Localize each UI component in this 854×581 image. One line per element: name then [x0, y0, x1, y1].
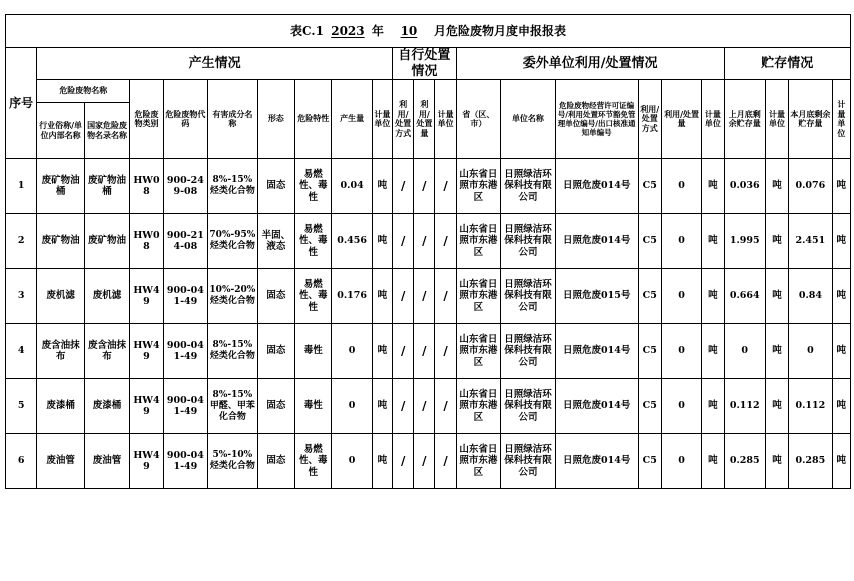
header-amount: 利用/处置量 — [661, 80, 701, 159]
waste-form: 固态 — [257, 324, 294, 379]
province: 山东省日照市东港区 — [456, 379, 500, 434]
self-unit: / — [435, 324, 456, 379]
report-sheet — [5, 14, 851, 489]
this-month-stock: 0.076 — [789, 159, 832, 214]
disposal-amount: 0 — [661, 269, 701, 324]
monthly-report-table — [5, 14, 851, 489]
self-method: / — [393, 214, 414, 269]
self-unit: / — [435, 379, 456, 434]
header-harmful: 有害成分名称 — [208, 80, 258, 159]
self-unit: / — [435, 214, 456, 269]
unit: 吨 — [372, 159, 392, 214]
disposal-method: C5 — [638, 379, 661, 434]
permit-number: 日照危废014号 — [555, 379, 638, 434]
table-row — [6, 379, 851, 434]
self-method: / — [393, 269, 414, 324]
unit: 吨 — [372, 379, 392, 434]
harmful-components: 5%-10%烃类化合物 — [208, 434, 258, 489]
unit: 吨 — [832, 159, 850, 214]
permit-number: 日照危废014号 — [555, 159, 638, 214]
header-form: 形态 — [257, 80, 294, 159]
self-amount: / — [414, 159, 435, 214]
unit: 吨 — [765, 324, 788, 379]
header-this-stock: 本月底剩余贮存量 — [789, 80, 832, 159]
company-name: 日照绿洁环保科技有限公司 — [501, 379, 556, 434]
self-method: / — [393, 379, 414, 434]
province: 山东省日照市东港区 — [456, 214, 500, 269]
unit: 吨 — [832, 269, 850, 324]
this-month-stock: 2.451 — [789, 214, 832, 269]
row-index: 2 — [6, 214, 37, 269]
unit: 吨 — [765, 214, 788, 269]
waste-form: 固态 — [257, 269, 294, 324]
waste-form: 固态 — [257, 379, 294, 434]
company-name: 日照绿洁环保科技有限公司 — [501, 434, 556, 489]
unit: 吨 — [832, 214, 850, 269]
header-waste-name: 危险废物名称 — [37, 80, 130, 103]
self-amount: / — [414, 324, 435, 379]
header-province: 省（区、市） — [456, 80, 500, 159]
unit: 吨 — [372, 324, 392, 379]
company-name: 日照绿洁环保科技有限公司 — [501, 214, 556, 269]
header-unit-1: 计量单位 — [372, 80, 392, 159]
this-month-stock: 0.112 — [789, 379, 832, 434]
header-unit-3: 计量单位 — [702, 80, 724, 159]
waste-code: 900-041-49 — [163, 379, 207, 434]
unit: 吨 — [702, 269, 724, 324]
self-amount: / — [414, 214, 435, 269]
hazard-property: 毒性 — [295, 324, 332, 379]
row-index: 3 — [6, 269, 37, 324]
unit: 吨 — [765, 269, 788, 324]
waste-form: 固态 — [257, 434, 294, 489]
permit-number: 日照危废014号 — [555, 214, 638, 269]
disposal-amount: 0 — [661, 379, 701, 434]
self-unit: / — [435, 434, 456, 489]
table-row — [6, 324, 851, 379]
waste-form: 半固、液态 — [257, 214, 294, 269]
disposal-method: C5 — [638, 159, 661, 214]
header-method: 利用/处置方式 — [638, 80, 661, 159]
hazard-property: 易燃性、毒性 — [295, 159, 332, 214]
header-self-method: 利用/处置方式 — [393, 80, 414, 159]
table-row — [6, 269, 851, 324]
unit: 吨 — [832, 434, 850, 489]
waste-category: HW49 — [130, 269, 163, 324]
province: 山东省日照市东港区 — [456, 269, 500, 324]
report-title — [6, 15, 851, 48]
title-year-suffix: 年 — [371, 23, 384, 38]
this-month-stock: 0.285 — [789, 434, 832, 489]
harmful-components: 8%-15%烃类化合物 — [208, 159, 258, 214]
harmful-components: 8%-15%甲醛、甲苯化合物 — [208, 379, 258, 434]
province: 山东省日照市东港区 — [456, 324, 500, 379]
unit: 吨 — [832, 379, 850, 434]
produced-amount: 0.456 — [332, 214, 372, 269]
industry-name: 废油管 — [37, 434, 85, 489]
disposal-amount: 0 — [661, 214, 701, 269]
last-month-stock: 0.036 — [724, 159, 765, 214]
disposal-method: C5 — [638, 214, 661, 269]
hazard-property: 易燃性、毒性 — [295, 214, 332, 269]
header-self-disposal: 自行处置情况 — [393, 48, 457, 80]
header-hazard: 危险特性 — [295, 80, 332, 159]
waste-code: 900-249-08 — [163, 159, 207, 214]
unit: 吨 — [702, 159, 724, 214]
industry-name: 废矿物油桶 — [37, 159, 85, 214]
last-month-stock: 0.285 — [724, 434, 765, 489]
last-month-stock: 0 — [724, 324, 765, 379]
produced-amount: 0 — [332, 324, 372, 379]
header-unit-4: 计量单位 — [765, 80, 788, 159]
waste-code: 900-214-08 — [163, 214, 207, 269]
disposal-amount: 0 — [661, 159, 701, 214]
waste-category: HW49 — [130, 434, 163, 489]
produced-amount: 0 — [332, 434, 372, 489]
industry-name: 废含油抹布 — [37, 324, 85, 379]
industry-name: 废漆桶 — [37, 379, 85, 434]
this-month-stock: 0 — [789, 324, 832, 379]
title-prefix: 表C.1 — [290, 23, 324, 38]
waste-category: HW08 — [130, 159, 163, 214]
table-row — [6, 214, 851, 269]
header-last-stock: 上月底剩余贮存量 — [724, 80, 765, 159]
permit-number: 日照危废015号 — [555, 269, 638, 324]
table-row — [6, 434, 851, 489]
unit: 吨 — [702, 214, 724, 269]
waste-code: 900-041-49 — [163, 269, 207, 324]
province: 山东省日照市东港区 — [456, 159, 500, 214]
unit: 吨 — [702, 324, 724, 379]
harmful-components: 10%-20%烃类化合物 — [208, 269, 258, 324]
province: 山东省日照市东港区 — [456, 434, 500, 489]
produced-amount: 0.176 — [332, 269, 372, 324]
unit: 吨 — [765, 434, 788, 489]
self-unit: / — [435, 269, 456, 324]
produced-amount: 0 — [332, 379, 372, 434]
last-month-stock: 0.112 — [724, 379, 765, 434]
unit: 吨 — [765, 159, 788, 214]
self-method: / — [393, 159, 414, 214]
header-produced: 产生量 — [332, 80, 372, 159]
unit: 吨 — [372, 434, 392, 489]
header-storage: 贮存情况 — [724, 48, 851, 80]
row-index: 6 — [6, 434, 37, 489]
header-permit: 危险废物经营许可证编号/利用处置环节豁免管理单位编号/出口核准通知单编号 — [555, 80, 638, 159]
row-index: 4 — [6, 324, 37, 379]
national-name: 废油管 — [84, 434, 129, 489]
title-month: 10 — [400, 23, 418, 38]
last-month-stock: 0.664 — [724, 269, 765, 324]
waste-form: 固态 — [257, 159, 294, 214]
waste-category: HW08 — [130, 214, 163, 269]
national-name: 废机滤 — [84, 269, 129, 324]
disposal-method: C5 — [638, 324, 661, 379]
header-production: 产生情况 — [37, 48, 393, 80]
unit: 吨 — [702, 379, 724, 434]
disposal-amount: 0 — [661, 434, 701, 489]
permit-number: 日照危废014号 — [555, 434, 638, 489]
produced-amount: 0.04 — [332, 159, 372, 214]
self-method: / — [393, 434, 414, 489]
header-self-amount: 利用/处置量 — [414, 80, 435, 159]
national-name: 废矿物油 — [84, 214, 129, 269]
national-name: 废漆桶 — [84, 379, 129, 434]
disposal-amount: 0 — [661, 324, 701, 379]
header-company: 单位名称 — [501, 80, 556, 159]
hazard-property: 易燃性、毒性 — [295, 269, 332, 324]
harmful-components: 8%-15%烃类化合物 — [208, 324, 258, 379]
waste-category: HW49 — [130, 324, 163, 379]
header-unit-2: 计量单位 — [435, 80, 456, 159]
self-amount: / — [414, 379, 435, 434]
self-amount: / — [414, 434, 435, 489]
unit: 吨 — [765, 379, 788, 434]
table-row — [6, 159, 851, 214]
unit: 吨 — [372, 214, 392, 269]
industry-name: 废矿物油 — [37, 214, 85, 269]
hazard-property: 易燃性、毒性 — [295, 434, 332, 489]
header-code: 危险废物代码 — [163, 80, 207, 159]
header-national-name: 国家危险废物名录名称 — [84, 103, 129, 159]
industry-name: 废机滤 — [37, 269, 85, 324]
header-industry-name: 行业俗称/单位内部名称 — [37, 103, 85, 159]
header-category: 危险废物类别 — [130, 80, 163, 159]
waste-code: 900-041-49 — [163, 324, 207, 379]
title-suffix: 月危险废物月度申报报表 — [433, 23, 566, 38]
disposal-method: C5 — [638, 269, 661, 324]
unit: 吨 — [372, 269, 392, 324]
row-index: 1 — [6, 159, 37, 214]
permit-number: 日照危废014号 — [555, 324, 638, 379]
national-name: 废含油抹布 — [84, 324, 129, 379]
self-amount: / — [414, 269, 435, 324]
hazard-property: 毒性 — [295, 379, 332, 434]
unit: 吨 — [832, 324, 850, 379]
unit: 吨 — [702, 434, 724, 489]
harmful-components: 70%-95%烃类化合物 — [208, 214, 258, 269]
national-name: 废矿物油桶 — [84, 159, 129, 214]
header-entrusted: 委外单位利用/处置情况 — [456, 48, 724, 80]
header-index: 序号 — [6, 48, 37, 159]
last-month-stock: 1.995 — [724, 214, 765, 269]
self-unit: / — [435, 159, 456, 214]
company-name: 日照绿洁环保科技有限公司 — [501, 269, 556, 324]
disposal-method: C5 — [638, 434, 661, 489]
company-name: 日照绿洁环保科技有限公司 — [501, 324, 556, 379]
title-year: 2023 — [331, 23, 365, 38]
company-name: 日照绿洁环保科技有限公司 — [501, 159, 556, 214]
header-unit-5: 计量单位 — [832, 80, 850, 159]
row-index: 5 — [6, 379, 37, 434]
this-month-stock: 0.84 — [789, 269, 832, 324]
waste-category: HW49 — [130, 379, 163, 434]
waste-code: 900-041-49 — [163, 434, 207, 489]
self-method: / — [393, 324, 414, 379]
